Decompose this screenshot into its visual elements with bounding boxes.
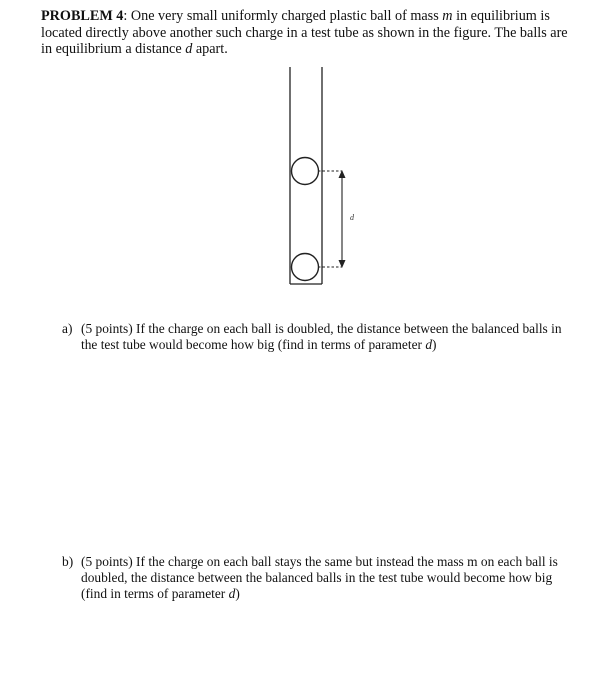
question-a-end: ) bbox=[432, 337, 437, 352]
problem-label: PROBLEM 4 bbox=[41, 8, 124, 24]
problem-text-3: apart. bbox=[192, 41, 228, 57]
distance-variable: d bbox=[185, 41, 193, 57]
question-b-text bbox=[81, 554, 581, 602]
problem-text-2: in equilibrium is located directly above another such charge in a test tube as shown in the figure. The balls are in equilibrium a distance bbox=[41, 8, 568, 57]
question-a-text bbox=[81, 321, 581, 353]
question-b-var: d bbox=[228, 586, 236, 601]
distance-label: d bbox=[350, 213, 354, 222]
question-b-body: (5 points) If the charge on each ball stays the same but instead the mass m on each ball is doubled, the distance between the balanced balls in the test tube would become how big (find in terms of parameter bbox=[81, 554, 558, 601]
mass-variable: m bbox=[442, 8, 453, 24]
problem-colon: : bbox=[123, 8, 128, 24]
upper-ball bbox=[292, 158, 319, 185]
lower-ball bbox=[292, 254, 319, 281]
question-a-label: a) bbox=[62, 321, 73, 336]
question-a-body: (5 points) If the charge on each ball is doubled, the distance between the balanced balls in the test tube would become how big (find in terms of parameter bbox=[81, 321, 562, 352]
question-b-end: ) bbox=[235, 586, 240, 601]
problem-text-1: One very small uniformly charged plastic ball of mass bbox=[127, 8, 443, 24]
question-b-label: b) bbox=[62, 554, 74, 569]
question-a-var: d bbox=[425, 337, 433, 352]
distance-arrow bbox=[339, 170, 346, 268]
